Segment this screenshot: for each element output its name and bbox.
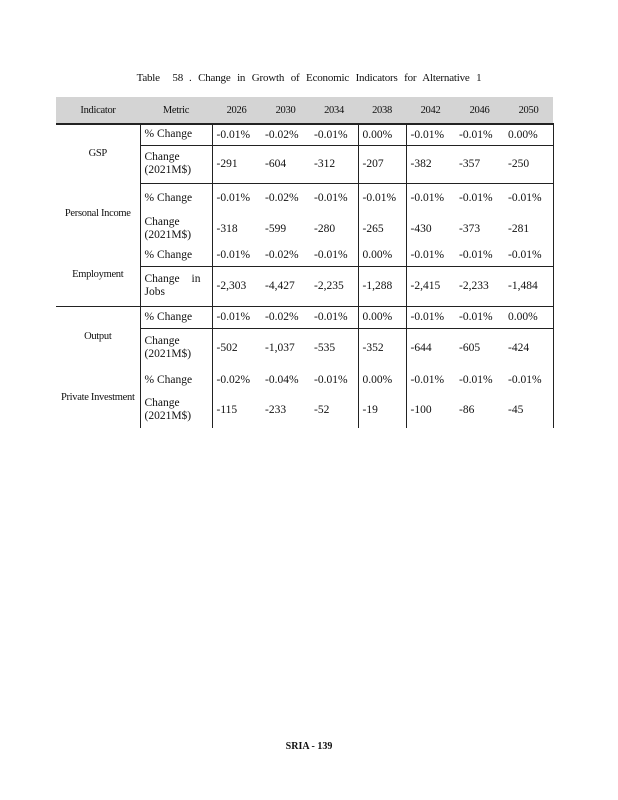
- value-cell: -0.01%: [310, 124, 358, 145]
- col-header-2038: 2038: [358, 97, 406, 124]
- value-cell: -0.01%: [358, 183, 406, 213]
- value-cell: -19: [358, 392, 406, 428]
- metric-cell-text: Change in Jobs: [144, 273, 201, 298]
- caption-label: Table: [136, 72, 160, 84]
- col-header-2042: 2042: [406, 97, 455, 124]
- col-header-2034: 2034: [310, 97, 358, 124]
- value-cell: -265: [358, 213, 406, 245]
- value-cell: -100: [410, 404, 432, 416]
- value-cell: -0.01%: [459, 192, 493, 205]
- page-footer: SRIA - 139: [285, 741, 333, 752]
- value-cell: -0.01%: [410, 374, 445, 386]
- value-cell: -233: [265, 404, 287, 416]
- value-cell: 0.00%: [358, 306, 406, 328]
- value-cell: -86: [459, 404, 475, 416]
- value-cell: -0.01%: [455, 124, 504, 145]
- table-row: [56, 368, 553, 392]
- value-cell: 0.00%: [358, 124, 406, 145]
- value-cell: 0.00%: [504, 306, 553, 328]
- metric-cell: % Change: [140, 124, 212, 145]
- indicator-private-investment: Private Investment: [60, 392, 135, 403]
- table-row: [56, 245, 553, 266]
- col-header-2046: 2046: [455, 97, 504, 124]
- value-cell: -280: [310, 213, 358, 245]
- caption-number: 58: [172, 72, 184, 84]
- metric-cell: [140, 266, 212, 306]
- value-cell: -0.01%: [406, 245, 455, 266]
- indicator-output: Output: [84, 331, 112, 343]
- value-cell: -0.01%: [455, 245, 504, 266]
- value-cell: 0.00%: [358, 368, 406, 392]
- value-cell: -0.01%: [310, 306, 358, 328]
- value-cell: -115: [216, 404, 238, 416]
- value-cell: -207: [358, 145, 406, 183]
- col-header-2050: 2050: [504, 97, 553, 124]
- value-cell: -0.01%: [310, 368, 358, 392]
- indicator-employment: Employment: [56, 245, 140, 306]
- table-row: [56, 183, 553, 213]
- value-cell: -0.02%: [265, 192, 299, 205]
- value-cell: -0.04%: [265, 374, 299, 386]
- value-cell: -4,427: [261, 266, 310, 306]
- value-cell: -250: [504, 145, 553, 183]
- col-header-2026: 2026: [212, 97, 261, 124]
- metric-cell: % Change: [140, 306, 212, 328]
- value-cell: -291: [212, 145, 261, 183]
- value-cell: -430: [410, 223, 432, 235]
- metric-cell: % Change: [140, 183, 212, 213]
- value-cell: -0.01%: [504, 368, 553, 392]
- metric-cell: Change (2021M$): [140, 392, 212, 428]
- col-header-2030: 2030: [261, 97, 310, 124]
- value-cell: -605: [459, 342, 481, 355]
- value-cell: -0.02%: [216, 374, 251, 386]
- metric-cell: % Change: [140, 245, 212, 266]
- value-cell: -1,037: [265, 342, 295, 355]
- value-cell: -52: [310, 392, 358, 428]
- value-cell: -352: [358, 328, 406, 368]
- value-cell: -604: [261, 145, 310, 183]
- value-cell: -535: [310, 328, 358, 368]
- value-cell: -382: [406, 145, 455, 183]
- metric-cell: Change (2021M$): [140, 213, 212, 245]
- value-cell: -2,235: [310, 266, 358, 306]
- value-cell: 0.00%: [358, 245, 406, 266]
- value-cell: -0.01%: [406, 306, 455, 328]
- value-cell: -0.01%: [212, 124, 261, 145]
- caption-title: . Change in Growth of Economic Indicators for Alternative 1: [189, 72, 482, 84]
- value-cell: -2,303: [212, 266, 261, 306]
- value-cell: -1,288: [358, 266, 406, 306]
- table-caption: [0, 72, 618, 84]
- value-cell: -312: [310, 145, 358, 183]
- value-cell: -318: [216, 223, 238, 235]
- value-cell: -2,233: [455, 266, 504, 306]
- value-cell: -45: [504, 392, 553, 428]
- value-cell: -0.01%: [212, 306, 261, 328]
- value-cell: -357: [455, 145, 504, 183]
- value-cell: -0.01%: [310, 245, 358, 266]
- value-cell: -644: [410, 342, 432, 355]
- value-cell: -1,484: [504, 266, 553, 306]
- table-row: [56, 124, 553, 145]
- col-header-indicator: Indicator: [56, 97, 140, 124]
- value-cell: -0.01%: [410, 192, 445, 205]
- metric-cell: Change (2021M$): [140, 328, 212, 368]
- value-cell: -0.01%: [212, 245, 261, 266]
- value-cell: -0.01%: [455, 306, 504, 328]
- value-cell: -0.01%: [459, 374, 493, 386]
- value-cell: 0.00%: [504, 124, 553, 145]
- indicator-gsp: GSP: [88, 148, 107, 159]
- metric-cell: % Change: [140, 368, 212, 392]
- metric-cell: Change (2021M$): [140, 145, 212, 183]
- value-cell: -0.01%: [504, 245, 553, 266]
- col-header-metric: Metric: [140, 97, 212, 124]
- value-cell: -0.02%: [261, 124, 310, 145]
- value-cell: -2,415: [406, 266, 455, 306]
- indicator-personal-income: Personal Income: [64, 208, 131, 219]
- header-row: [56, 97, 553, 124]
- value-cell: -373: [459, 223, 481, 235]
- value-cell: -0.01%: [216, 192, 251, 205]
- value-cell: -0.01%: [310, 183, 358, 213]
- value-cell: -281: [504, 213, 553, 245]
- value-cell: -599: [265, 223, 287, 235]
- table-row: [56, 306, 553, 328]
- economic-indicators-table: [56, 97, 554, 428]
- value-cell: -0.01%: [406, 124, 455, 145]
- value-cell: -0.01%: [504, 183, 553, 213]
- value-cell: -424: [504, 328, 553, 368]
- value-cell: -0.02%: [261, 306, 310, 328]
- value-cell: -502: [216, 342, 238, 355]
- value-cell: -0.02%: [261, 245, 310, 266]
